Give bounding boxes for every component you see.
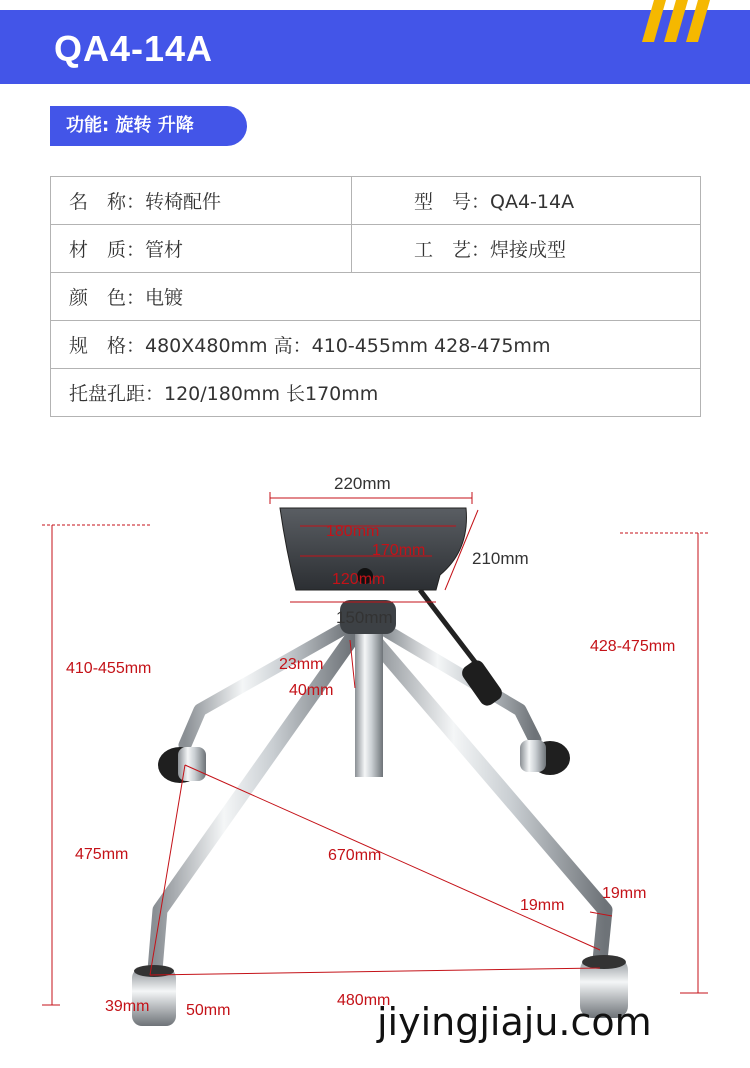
spec-tray-holes: 托盘孔距：120/180mm 长170mm xyxy=(51,369,701,417)
dim-span-480: 480mm xyxy=(337,992,391,1009)
dim-tray-width: 220mm xyxy=(334,474,391,493)
caster-back-right xyxy=(520,740,570,775)
dim-diagonal-670: 670mm xyxy=(328,847,382,864)
table-row xyxy=(51,369,701,417)
dim-tube-40: 40mm xyxy=(289,682,334,699)
dim-hole-120: 120mm xyxy=(332,571,386,588)
table-row xyxy=(51,321,701,369)
dim-side-475: 475mm xyxy=(75,846,129,863)
dim-hole-180: 180mm xyxy=(326,523,380,540)
dim-height-left: 410-455mm xyxy=(66,660,152,677)
spec-model: 型 号：QA4-14A xyxy=(352,177,701,225)
header-bar xyxy=(0,10,750,84)
dim-tray-depth: 210mm xyxy=(472,549,529,568)
dim-caster-39: 39mm xyxy=(105,998,150,1015)
table-row xyxy=(51,225,701,273)
dim-base-150: 150mm xyxy=(336,608,393,627)
watermark: jiyingjiaju.com xyxy=(377,1000,652,1044)
model-title: QA4-14A xyxy=(54,28,214,69)
dim-tube-23: 23mm xyxy=(279,656,324,673)
spec-table xyxy=(50,176,701,417)
spec-material: 材 质：管材 xyxy=(51,225,352,273)
dim-leg-19a: 19mm xyxy=(520,897,565,914)
spec-size: 规 格：480X480mm 高：410-455mm 428-475mm xyxy=(51,321,701,369)
caster-back-left xyxy=(158,747,206,783)
dim-leg-19b: 19mm xyxy=(602,885,647,902)
spec-process: 工 艺：焊接成型 xyxy=(352,225,701,273)
spec-name: 名 称：转椅配件 xyxy=(51,177,352,225)
dim-caster-50: 50mm xyxy=(186,1002,231,1019)
decorative-stripes-icon xyxy=(640,0,710,45)
caster-front-left xyxy=(132,965,176,1026)
dim-height-right: 428-475mm xyxy=(590,638,676,655)
spec-color: 颜 色：电镀 xyxy=(51,273,701,321)
dim-length-170: 170mm xyxy=(372,542,426,559)
table-row xyxy=(51,273,701,321)
function-badge: 功能: 旋转 升降 xyxy=(50,106,247,146)
chair-base-diagram xyxy=(0,440,750,1068)
table-row xyxy=(51,177,701,225)
